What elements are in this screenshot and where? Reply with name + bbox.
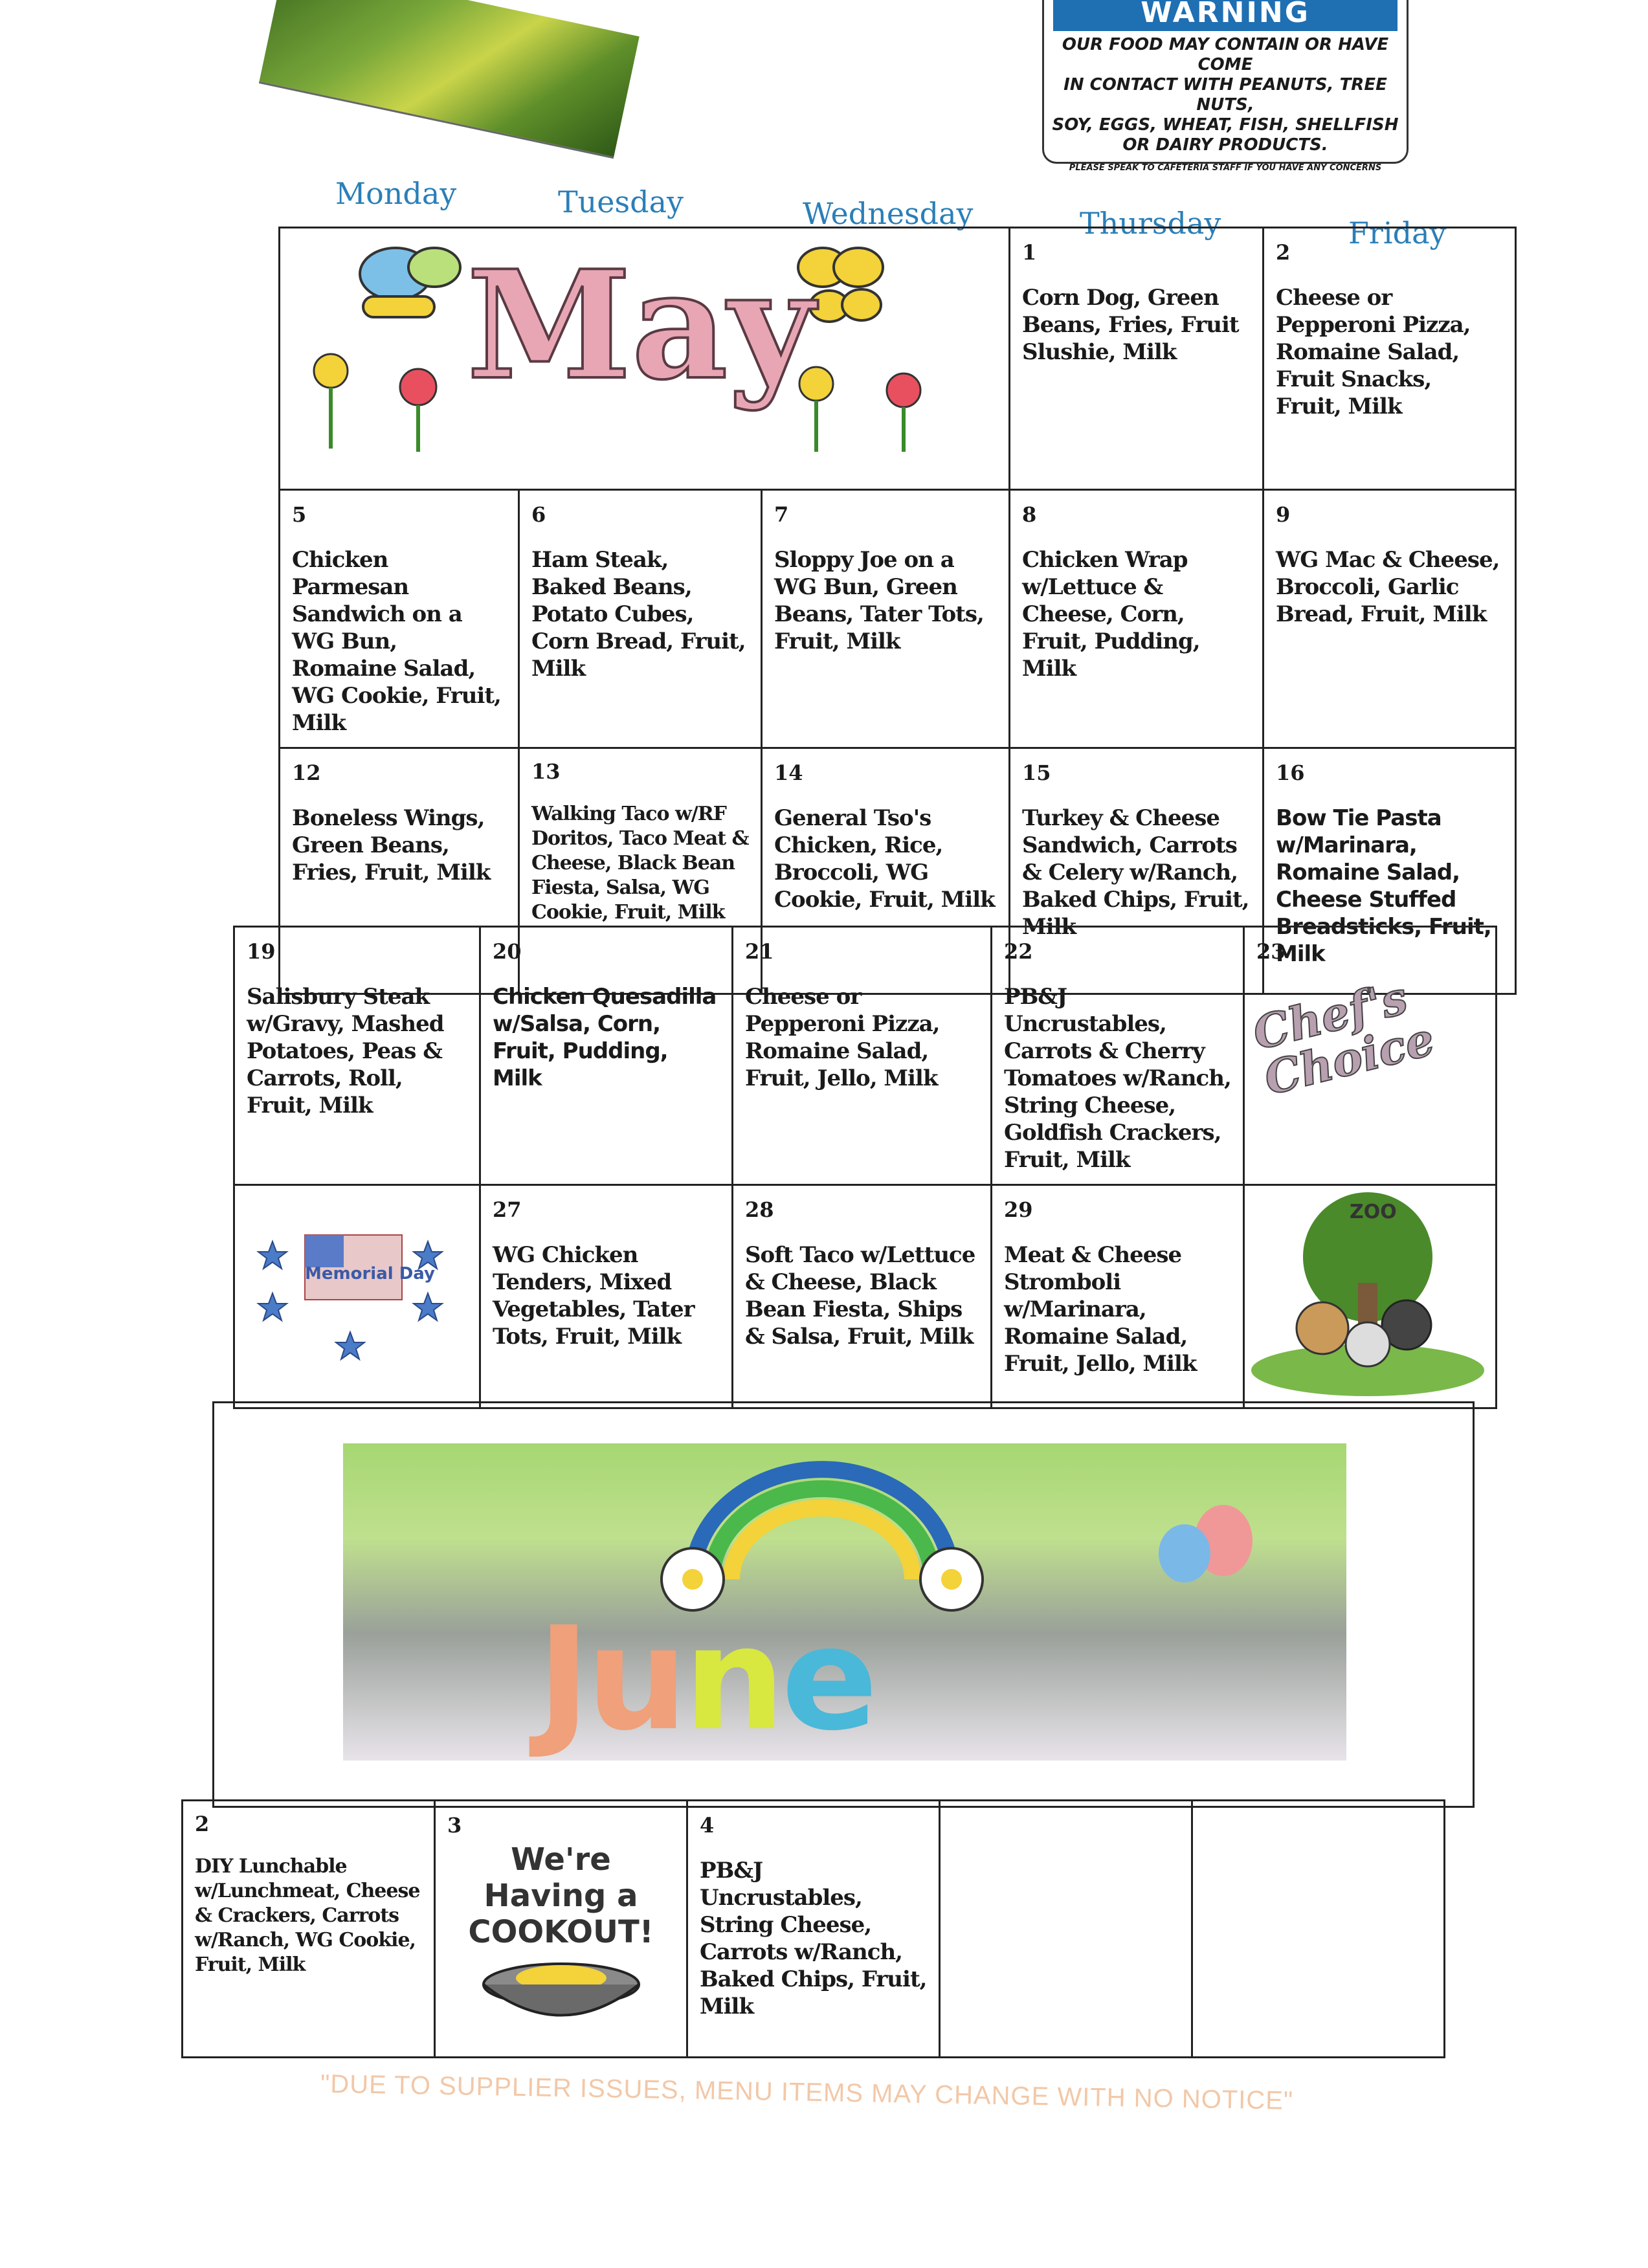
warning-title: WARNING [1053,0,1397,31]
chefs-choice-image: Chef's Choice [1247,970,1440,1106]
warning-text: OUR FOOD MAY CONTAIN OR HAVE COME IN CONTACT WITH PEANUTS, TREE NUTS, SOY, EGGS, WHEAT, FISH, SHELLFISH OR DAIRY PRODUCTS. [1052,35,1399,155]
butterfly-icon [1159,1505,1253,1583]
june-calendar [181,1799,1445,2058]
menu-text: DIY Lunchable w/Lunchmeat, Cheese & Crackers, Carrots w/Ranch, WG Cookie, Fruit, Milk [195,1855,420,1976]
menu-text: Bow Tie Pasta w/Marinara, Romaine Salad, Cheese Stuffed Breadsticks, Fruit, Milk [1276,805,1491,967]
calendar-day-cell: 4 PB&J Uncrustables, String Cheese, Carrots w/Ranch, Baked Chips, Fruit, Milk [687,1801,940,2058]
calendar-day-cell: 2 DIY Lunchable w/Lunchmeat, Cheese & Crackers, Carrots w/Ranch, WG Cookie, Fruit, Milk [183,1801,435,2058]
menu-text: Soft Taco w/Lettuce & Cheese, Black Bean Fiesta, Ships & Salsa, Fruit, Milk [745,1242,975,1350]
calendar-day-cell: 1 Corn Dog, Green Beans, Fries, Fruit Slushie, Milk [1010,228,1264,490]
butterfly-icon [360,248,460,317]
calendar-day-cell: 27 WG Chicken Tenders, Mixed Vegetables, Tater Tots, Fruit, Milk [480,1185,733,1408]
supplier-disclaimer: "DUE TO SUPPLIER ISSUES, MENU ITEMS MAY CHANGE WITH NO NOTICE" [320,2069,1294,2115]
menu-text: Corn Dog, Green Beans, Fries, Fruit Slushie, Milk [1022,285,1239,365]
menu-text: Salisbury Steak w/Gravy, Mashed Potatoes, Peas & Carrots, Roll, Fruit, Milk [247,984,444,1118]
menu-text: Sloppy Joe on a WG Bun, Green Beans, Tater Tots, Fruit, Milk [774,547,984,654]
june-banner-image [343,1443,1346,1761]
flower-icon [887,373,920,452]
menu-text: Boneless Wings, Green Beans, Fries, Fruit, Milk [292,805,491,885]
calendar-day-cell: 21 Cheese or Pepperoni Pizza, Romaine Salad, Fruit, Jello, Milk [733,927,992,1185]
zoo-animals-image [1245,1186,1491,1399]
warning-note: PLEASE SPEAK TO CAFETERIA STAFF IF YOU HAVE ANY CONCERNS [1069,163,1382,173]
decorative-flower-photo [259,0,640,159]
menu-text: Turkey & Cheese Sandwich, Carrots & Celery w/Ranch, Baked Chips, Fruit, Milk [1022,805,1249,940]
rainbow-flowers-art [343,1443,1346,1761]
calendar-day-cell: 9 WG Mac & Cheese, Broccoli, Garlic Bread, Fruit, Milk [1264,490,1516,748]
menu-text: Ham Steak, Baked Beans, Potato Cubes, Corn Bread, Fruit, Milk [531,547,746,682]
may-title: May [467,238,815,413]
calendar-day-cell: 15 Turkey & Cheese Sandwich, Carrots & Celery w/Ranch, Baked Chips, Fruit, Milk [1010,748,1264,994]
menu-text: Chicken Wrap w/Lettuce & Cheese, Corn, Fruit, Pudding, Milk [1022,547,1200,682]
calendar-day-cell: 14 General Tso's Chicken, Rice, Broccoli, WG Cookie, Fruit, Milk [762,748,1010,994]
calendar-day-cell: 6 Ham Steak, Baked Beans, Potato Cubes, Corn Bread, Fruit, Milk [519,490,762,748]
header-monday: Monday [335,176,457,211]
cookout-image: We're Having a COOKOUT! [468,1841,654,1950]
menu-text: Meat & Cheese Stromboli w/Marinara, Romaine Salad, Fruit, Jello, Milk [1004,1242,1197,1377]
calendar-day-cell: 23 Chef's Choice [1244,927,1497,1185]
calendar-day-cell: 7 Sloppy Joe on a WG Bun, Green Beans, Tater Tots, Fruit, Milk [762,490,1010,748]
menu-text: Cheese or Pepperoni Pizza, Romaine Salad, Fruit Snacks, Fruit, Milk [1276,285,1471,419]
menu-text: WG Chicken Tenders, Mixed Vegetables, Tater Tots, Fruit, Milk [493,1242,695,1350]
header-tuesday: Tuesday [558,184,684,219]
menu-text: Cheese or Pepperoni Pizza, Romaine Salad, Fruit, Jello, Milk [745,984,940,1091]
menu-text: PB&J Uncrustables, String Cheese, Carrots w/Ranch, Baked Chips, Fruit, Milk [700,1858,927,2019]
june-title: June [537,1596,874,1761]
calendar-day-cell: 19 Salisbury Steak w/Gravy, Mashed Potatoes, Peas & Carrots, Roll, Fruit, Milk [234,927,480,1185]
calendar-day-cell: 5 Chicken Parmesan Sandwich on a WG Bun, Romaine Salad, WG Cookie, Fruit, Milk [280,490,519,748]
calendar-day-cell: 8 Chicken Wrap w/Lettuce & Cheese, Corn, Fruit, Pudding, Milk [1010,490,1264,748]
may-title-cell [280,228,1010,490]
calendar-day-cell [234,1185,480,1408]
menu-text: WG Mac & Cheese, Broccoli, Garlic Bread, Fruit, Milk [1276,547,1500,627]
menu-text: Chicken Parmesan Sandwich on a WG Bun, Romaine Salad, WG Cookie, Fruit, Milk [292,547,501,736]
calendar-day-cell: 29 Meat & Cheese Stromboli w/Marinara, Romaine Salad, Fruit, Jello, Milk [992,1185,1244,1408]
menu-text: PB&J Uncrustables, Carrots & Cherry Tomatoes w/Ranch, String Cheese, Goldfish Crackers, Fruit, Milk [1004,984,1231,1173]
calendar-day-cell: 12 Boneless Wings, Green Beans, Fries, Fruit, Milk [280,748,519,994]
svg-text:ZOO: ZOO [1350,1201,1397,1223]
menu-text: General Tso's Chicken, Rice, Broccoli, WG Cookie, Fruit, Milk [774,805,995,913]
flower-icon [314,354,348,449]
calendar-day-cell: 3 We're Having a COOKOUT! [435,1801,687,2058]
calendar-day-cell-empty [940,1801,1192,2058]
menu-text: Chicken Quesadilla w/Salsa, Corn, Fruit, Pudding, Milk [493,984,717,1091]
calendar-day-cell [1244,1185,1497,1408]
flower-icon [400,369,436,452]
calendar-day-cell: 16 Bow Tie Pasta w/Marinara, Romaine Salad, Cheese Stuffed Breadsticks, Fruit, Milk [1264,748,1516,994]
calendar-day-cell: 28 Soft Taco w/Lettuce & Cheese, Black Bean Fiesta, Ships & Salsa, Fruit, Milk [733,1185,992,1408]
calendar-day-cell: 2 Cheese or Pepperoni Pizza, Romaine Salad, Fruit Snacks, Fruit, Milk [1264,228,1516,490]
grill-icon [464,1955,658,2046]
memorial-day-image [247,1196,454,1364]
may-calendar-upper [278,227,1517,995]
calendar-day-cell: 22 PB&J Uncrustables, Carrots & Cherry Tomatoes w/Ranch, String Cheese, Goldfish Crackers, Fruit, Milk [992,927,1244,1185]
header-friday: Friday [1348,216,1447,250]
may-flowers-butterflies-art [280,228,985,461]
svg-text:Memorial Day: Memorial Day [305,1264,435,1284]
menu-text: Walking Taco w/RF Doritos, Taco Meat & Cheese, Black Bean Fiesta, Salsa, WG Cookie, Fruit, Milk [531,803,749,924]
allergy-warning-box [1042,0,1409,173]
header-wednesday: Wednesday [803,196,974,231]
may-calendar-lower [233,926,1497,1409]
calendar-day-cell: 20 Chicken Quesadilla w/Salsa, Corn, Fruit, Pudding, Milk [480,927,733,1185]
calendar-day-cell-empty [1192,1801,1445,2058]
header-thursday: Thursday [1080,206,1221,241]
calendar-day-cell: 13 Walking Taco w/RF Doritos, Taco Meat & Cheese, Black Bean Fiesta, Salsa, WG Cookie, Fruit, Milk [519,748,762,994]
